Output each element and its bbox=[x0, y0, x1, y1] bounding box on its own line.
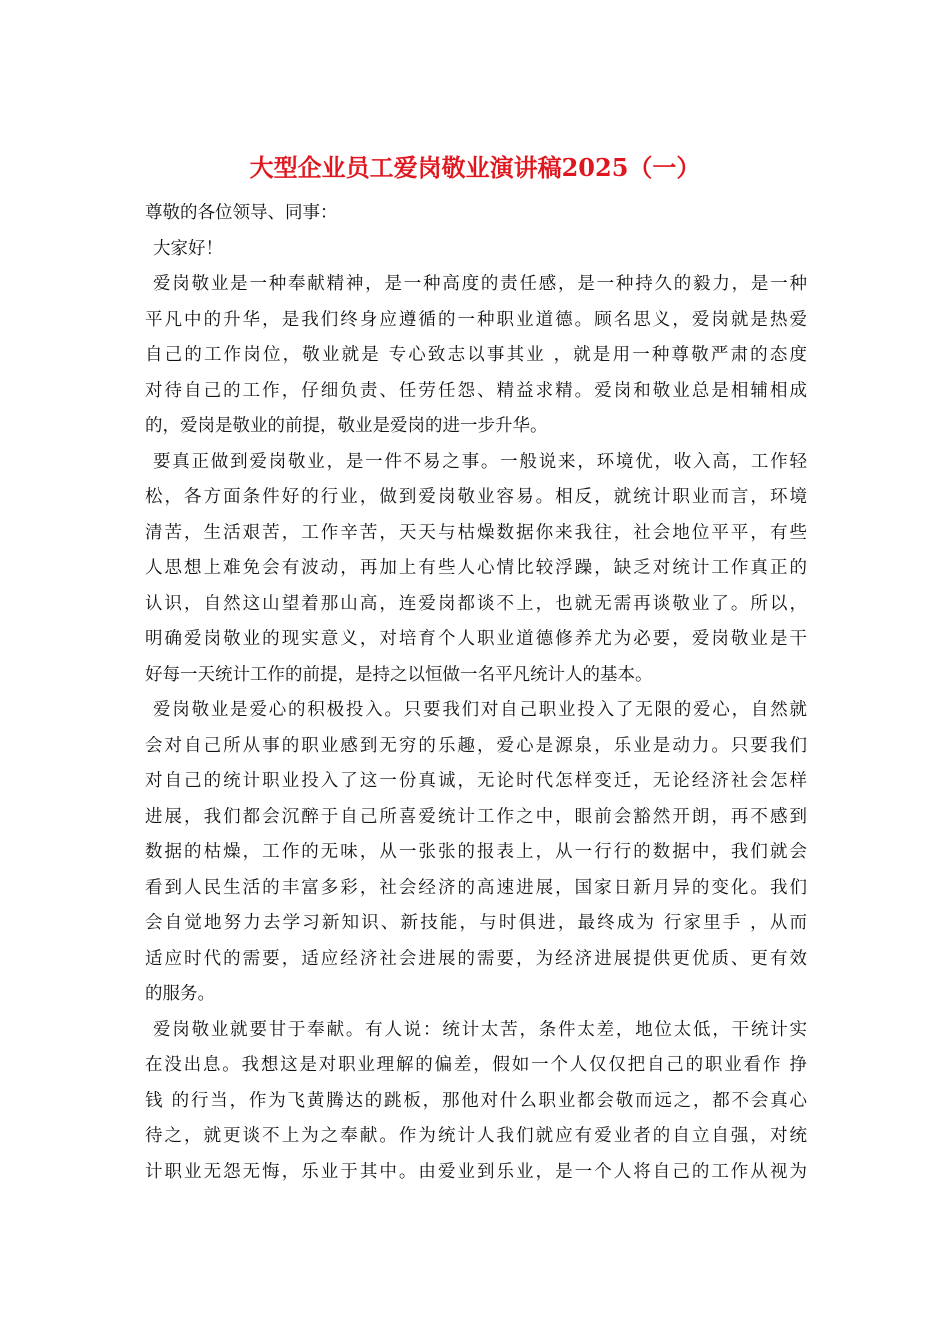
paragraph-line: 数据的枯燥，工作的无味，从一张张的报表上，从一行行的数据中，我们就会 bbox=[145, 842, 807, 862]
paragraph-3 bbox=[145, 693, 807, 1013]
document-title: 大型企业员工爱岗敬业演讲稿2025（一） bbox=[249, 153, 701, 182]
paragraph-line: 爱岗敬业就要甘于奉献。有人说：统计太苦，条件太差，地位太低，干统计实 bbox=[153, 1019, 807, 1040]
paragraph-line: 会自觉地努力去学习新知识、新技能，与时俱进，最终成为 行家里手 ，从而 bbox=[145, 913, 807, 933]
paragraph-line: 在没出息。我想这是对职业理解的偏差，假如一个人仅仅把自己的职业看作 挣 bbox=[145, 1055, 807, 1075]
paragraph-line: 认识，自然这山望着那山高，连爱岗都谈不上，也就无需再谈敬业了。所以， bbox=[145, 593, 807, 614]
paragraph-line: 好每一天统计工作的前提，是持之以恒做一名平凡统计人的基本。 bbox=[145, 664, 653, 685]
paragraph-line: 松，各方面条件好的行业，做到爱岗敬业容易。相反，就统计职业而言，环境 bbox=[145, 487, 807, 507]
paragraph-4 bbox=[145, 1013, 807, 1191]
paragraph-line: 人思想上难免会有波动，再加上有些人心情比较浮躁，缺乏对统计工作真正的 bbox=[145, 558, 807, 578]
paragraph-2 bbox=[145, 445, 807, 694]
paragraph-line: 的服务。 bbox=[145, 984, 215, 1004]
paragraph-line: 对待自己的工作，仔细负责、任劳任怨、精益求精。爱岗和敬业总是相辅相成 bbox=[145, 380, 807, 401]
paragraph-line: 明确爱岗敬业的现实意义，对培育个人职业道德修养尤为必要，爱岗敬业是干 bbox=[145, 629, 807, 649]
hello-line: 大家好！ bbox=[153, 238, 223, 259]
paragraph-line: 的，爱岗是敬业的前提，敬业是爱岗的进一步升华。 bbox=[145, 416, 548, 436]
paragraph-line: 清苦，生活艰苦，工作辛苦，天天与枯燥数据你来我往，社会地位平平，有些 bbox=[145, 522, 807, 543]
paragraph-line: 平凡中的升华，是我们终身应遵循的一种职业道德。顾名思义，爱岗就是热爱 bbox=[145, 309, 807, 330]
greeting-line: 尊敬的各位领导、同事： bbox=[145, 203, 338, 223]
paragraph-line: 进展，我们都会沉醉于自己所喜爱统计工作之中，眼前会豁然开朗，再不感到 bbox=[145, 806, 807, 827]
paragraph-line: 会对自己所从事的职业感到无穷的乐趣，爱心是源泉，乐业是动力。只要我们 bbox=[145, 735, 807, 756]
paragraph-line: 爱岗敬业是一种奉献精神，是一种高度的责任感，是一种持久的毅力，是一种 bbox=[153, 274, 807, 294]
paragraph-line: 自己的工作岗位，敬业就是 专心致志以事其业 ，就是用一种尊敬严肃的态度 bbox=[145, 345, 807, 365]
paragraph-line: 钱 的行当，作为飞黄腾达的跳板，那他对什么职业都会敬而远之，都不会真心 bbox=[145, 1090, 807, 1111]
paragraph-line: 待之，就更谈不上为之奉献。作为统计人我们就应有爱业者的自立自强，对统 bbox=[145, 1126, 807, 1146]
paragraph-line: 爱岗敬业是爱心的积极投入。只要我们对自己职业投入了无限的爱心，自然就 bbox=[153, 700, 807, 720]
paragraph-line: 适应时代的需要，适应经济社会进展的需要，为经济进展提供更优质、更有效 bbox=[145, 948, 807, 969]
paragraph-line: 看到人民生活的丰富多彩，社会经济的高速进展，国家日新月异的变化。我们 bbox=[145, 877, 807, 898]
paragraph-1 bbox=[145, 267, 807, 445]
paragraph-line: 对自己的统计职业投入了这一份真诚，无论时代怎样变迁，无论经济社会怎样 bbox=[145, 771, 807, 791]
paragraph-line: 要真正做到爱岗敬业，是一件不易之事。一般说来，环境优，收入高，工作轻 bbox=[153, 451, 807, 472]
paragraph-line: 计职业无怨无悔，乐业于其中。由爱业到乐业，是一个人将自己的工作从视为 bbox=[145, 1161, 807, 1182]
document-body bbox=[145, 196, 807, 1190]
